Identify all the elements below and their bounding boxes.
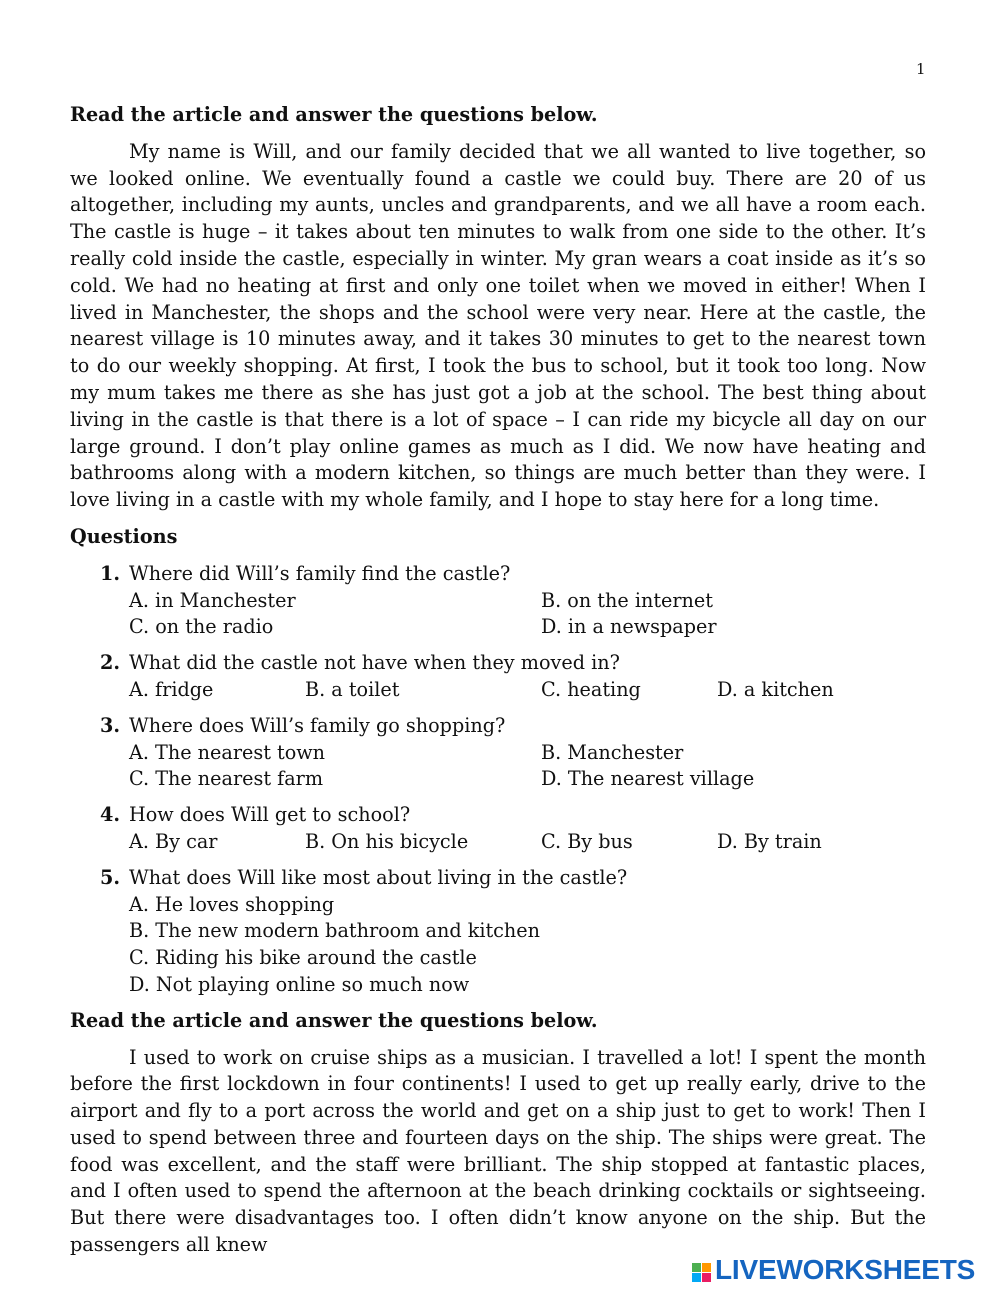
liveworksheets-logo-icon [692, 1263, 711, 1282]
page-number: 1 [916, 60, 926, 78]
questions-heading: Questions [70, 524, 178, 548]
question-3 [70, 713, 926, 793]
answer-options [129, 829, 926, 856]
option-b[interactable]: B. The new modern bathroom and kitchen [129, 919, 540, 943]
liveworksheets-logo[interactable] [692, 1254, 975, 1286]
answer-options [129, 740, 926, 794]
question-text: How does Will get to school? [129, 803, 411, 827]
option-c[interactable]: C. By bus [541, 829, 633, 853]
option-c[interactable]: C. The nearest farm [129, 767, 324, 791]
answer-options [129, 892, 926, 999]
section1-heading: Read the article and answer the questions below. [70, 103, 598, 126]
option-d[interactable]: D. The nearest village [541, 767, 755, 791]
question-text: What does Will like most about living in the castle? [129, 865, 628, 889]
question-number: 4. [100, 803, 121, 827]
question-number: 3. [100, 713, 121, 737]
answer-options [129, 588, 926, 642]
question-5 [70, 865, 926, 999]
question-number: 1. [100, 561, 121, 585]
logo-text: LIVEWORKSHEETS [715, 1254, 976, 1285]
option-d[interactable]: D. By train [717, 829, 822, 853]
option-b[interactable]: B. a toilet [305, 677, 400, 701]
question-2 [70, 650, 926, 704]
answer-options [129, 677, 926, 704]
option-c[interactable]: C. heating [541, 677, 641, 701]
logo-block-icon [702, 1273, 711, 1282]
section2-article: I used to work on cruise ships as a musician. I travelled a lot! I spent the month before the first lockdown in four continents! I used to get up really early, drive to the airport and fly to a port across the world and get on a ship just to get to work! Then I used to spend between three and fourteen days on the ship. The ships were great. The food was excellent, and the staff were brilliant. The ship stopped at fantastic places, and I often used to spend the afternoon at the beach drinking cocktails or sightseeing. But there were disadvantages too. I often didn’t know anyone on the ship. But the passengers all knew [70, 1045, 926, 1257]
option-a[interactable]: A. in Manchester [129, 588, 296, 612]
question-number: 5. [100, 865, 121, 889]
option-d[interactable]: D. a kitchen [717, 677, 834, 701]
question-number: 2. [100, 651, 121, 675]
option-c[interactable]: C. Riding his bike around the castle [129, 946, 477, 970]
section2-heading: Read the article and answer the questions below. [70, 1008, 598, 1032]
worksheet-content [70, 102, 926, 1269]
option-a[interactable]: A. By car [129, 829, 218, 853]
option-c[interactable]: C. on the radio [129, 615, 274, 639]
option-d[interactable]: D. Not playing online so much now [129, 972, 470, 996]
question-text: Where did Will’s family find the castle? [129, 561, 511, 585]
option-d[interactable]: D. in a newspaper [541, 615, 717, 639]
question-text: What did the castle not have when they moved in? [129, 651, 620, 675]
option-b[interactable]: B. Manchester [541, 740, 684, 764]
logo-block-icon [692, 1263, 701, 1272]
question-text: Where does Will’s family go shopping? [129, 713, 506, 737]
option-a[interactable]: A. fridge [129, 677, 214, 701]
question-1 [70, 561, 926, 641]
option-a[interactable]: A. He loves shopping [129, 892, 335, 916]
logo-block-icon [692, 1273, 701, 1282]
option-b[interactable]: B. On his bicycle [305, 829, 469, 853]
option-b[interactable]: B. on the internet [541, 588, 713, 612]
logo-block-icon [702, 1263, 711, 1272]
option-a[interactable]: A. The nearest town [129, 740, 326, 764]
question-4 [70, 802, 926, 856]
section1-article: My name is Will, and our family decided that we all wanted to live together, so we looked online. We eventually found a castle we could buy. There are 20 of us altogether, including my aunts, uncles and grandparents, and we all have a room each. The castle is huge – it takes about ten minutes to walk from one side to the other. It’s really cold inside the castle, especially in winter. My gran wears a coat inside as it’s so cold. We had no heating at first and only one toilet when we moved in either! When I lived in Manchester, the shops and the school were very near. Here at the castle, the nearest village is 10 minutes away, and it takes 30 minutes to get to the nearest town to do our weekly shopping. At first, I took the bus to school, but it took too long. Now my mum takes me there as she has just got a job at the school. The best thing about living in the castle is that there is a lot of space – I can ride my bicycle all day on our large ground. I don’t play online games as much as I did. We now have heating and bathrooms along with a modern kitchen, so things are much better than they were. I love living in a castle with my whole family, and I hope to stay here for a long time. [70, 139, 926, 512]
